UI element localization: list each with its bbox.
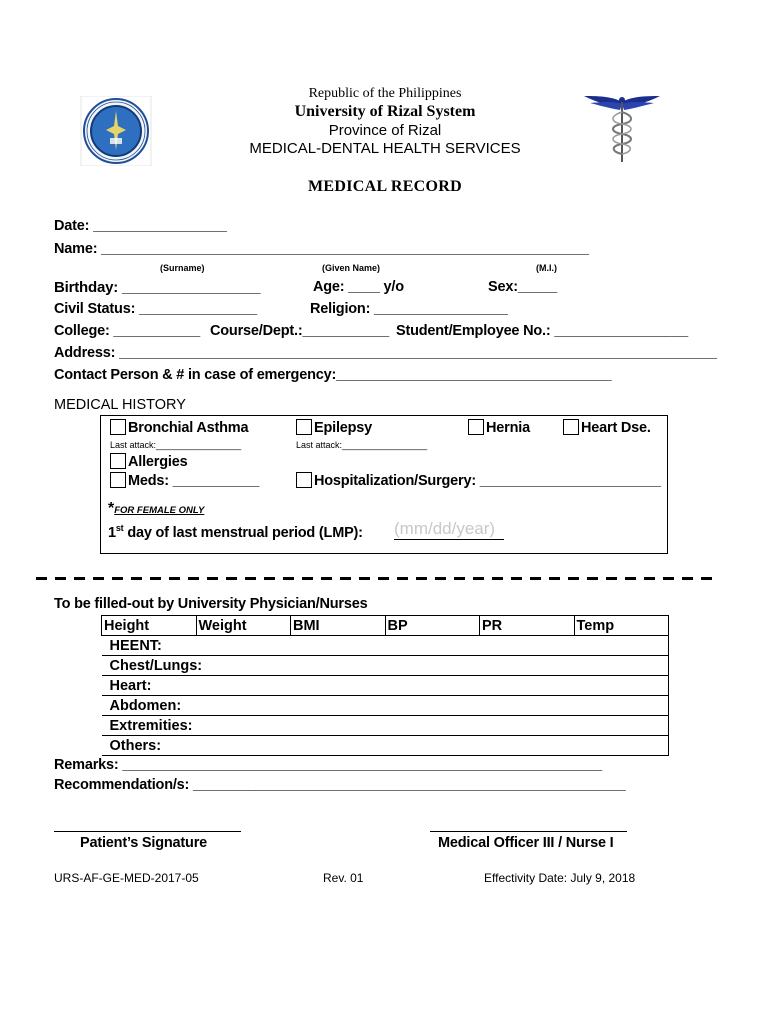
vitals-header-row xyxy=(102,616,669,636)
republic-line: Republic of the Philippines xyxy=(308,86,462,101)
given-name-caption: (Given Name) xyxy=(322,263,381,273)
others-row[interactable]: Others: xyxy=(102,736,669,756)
hernia-checkbox[interactable] xyxy=(468,419,484,435)
meds-option[interactable] xyxy=(110,472,259,489)
patient-signature-line[interactable] xyxy=(54,831,241,832)
vitals-weight-cell[interactable]: Weight xyxy=(196,616,291,636)
hospitalization-checkbox[interactable] xyxy=(296,472,312,488)
page-title: MEDICAL RECORD xyxy=(308,178,462,195)
chest-lungs-row[interactable]: Chest/Lungs: xyxy=(102,656,669,676)
exam-row xyxy=(102,656,669,676)
date-field[interactable]: Date: _________________ xyxy=(54,218,227,234)
hernia-label: Hernia xyxy=(486,420,530,436)
address-field[interactable]: Address: ____________________________________________________________________________ xyxy=(54,345,717,361)
female-only-asterisk: * xyxy=(108,500,115,517)
asthma-last-attack-field[interactable]: Last attack:_________________ xyxy=(110,440,242,450)
extremities-row[interactable]: Extremities: xyxy=(102,716,669,736)
revision: Rev. 01 xyxy=(323,871,364,885)
hospitalization-option[interactable] xyxy=(296,472,661,489)
lmp-text: day of last menstrual period (LMP): xyxy=(123,524,363,541)
college-field[interactable]: College: ___________ xyxy=(54,323,200,339)
surname-caption: (Surname) xyxy=(160,263,205,273)
form-code: URS-AF-GE-MED-2017-05 xyxy=(54,871,199,885)
sex-field[interactable]: Sex:_____ xyxy=(488,279,558,295)
lmp-date-field[interactable] xyxy=(394,519,504,540)
vitals-bmi-cell[interactable]: BMI xyxy=(291,616,386,636)
allergies-label: Allergies xyxy=(128,454,188,470)
exam-row xyxy=(102,676,669,696)
abdomen-row[interactable]: Abdomen: xyxy=(102,696,669,716)
allergies-option[interactable] xyxy=(110,453,187,470)
exam-intro: To be filled-out by University Physician/Nurses xyxy=(54,596,368,612)
heart-disease-option[interactable] xyxy=(563,419,651,436)
meds-label: Meds: ___________ xyxy=(128,473,260,489)
asthma-checkbox[interactable] xyxy=(110,419,126,435)
course-field[interactable]: Course/Dept.:___________ xyxy=(210,323,389,339)
female-only-label: FOR FEMALE ONLY xyxy=(114,505,205,516)
student-no-field[interactable]: Student/Employee No.: _________________ xyxy=(396,323,689,339)
lmp-sup: st xyxy=(115,523,124,533)
meds-checkbox[interactable] xyxy=(110,472,126,488)
allergies-checkbox[interactable] xyxy=(110,453,126,469)
exam-row xyxy=(102,736,669,756)
civil-status-field[interactable]: Civil Status: _______________ xyxy=(54,301,257,317)
epilepsy-last-attack-field[interactable]: Last attack:_________________ xyxy=(296,440,428,450)
exam-row xyxy=(102,636,669,656)
female-only-note xyxy=(108,500,204,518)
university-name: University of Rizal System xyxy=(294,103,476,120)
province-line: Province of Rizal xyxy=(328,122,442,139)
vitals-temp-cell[interactable]: Temp xyxy=(574,616,669,636)
asthma-option[interactable] xyxy=(110,419,248,436)
heent-row[interactable]: HEENT: xyxy=(102,636,669,656)
lmp-date-placeholder: (mm/dd/year) xyxy=(394,519,496,538)
heart-row[interactable]: Heart: xyxy=(102,676,669,696)
officer-signature-label: Medical Officer III / Nurse I xyxy=(438,835,614,851)
hernia-option[interactable] xyxy=(468,419,530,436)
vitals-bp-cell[interactable]: BP xyxy=(385,616,480,636)
lmp-label xyxy=(108,523,363,541)
services-line: MEDICAL-DENTAL HEALTH SERVICES xyxy=(249,140,521,157)
recommendation-field[interactable]: Recommendation/s: _______________________________________________________ xyxy=(54,777,626,793)
heart-disease-checkbox[interactable] xyxy=(563,419,579,435)
exam-row xyxy=(102,716,669,736)
religion-field[interactable]: Religion: _________________ xyxy=(310,301,508,317)
epilepsy-option[interactable] xyxy=(296,419,372,436)
age-field[interactable]: Age: ____ y/o xyxy=(313,279,404,295)
heart-disease-label: Heart Dse. xyxy=(581,420,651,436)
vitals-pr-cell[interactable]: PR xyxy=(480,616,575,636)
emergency-contact-field[interactable]: Contact Person & # in case of emergency:___________________________________ xyxy=(54,367,612,383)
mi-caption: (M.I.) xyxy=(536,263,557,273)
remarks-field[interactable]: Remarks: _____________________________________________________________ xyxy=(54,757,603,773)
hospitalization-label: Hospitalization/Surgery: _______________________ xyxy=(314,473,661,489)
patient-signature-label: Patient’s Signature xyxy=(80,835,207,851)
epilepsy-checkbox[interactable] xyxy=(296,419,312,435)
medical-history-heading: MEDICAL HISTORY xyxy=(54,397,186,413)
dashed-separator xyxy=(36,577,720,580)
birthday-field[interactable]: Birthday: _________________ xyxy=(54,279,261,296)
asthma-label: Bronchial Asthma xyxy=(128,420,249,436)
vitals-height-cell[interactable]: Height xyxy=(102,616,197,636)
lmp-prefix: 1 xyxy=(108,524,116,541)
exam-table xyxy=(101,615,669,756)
exam-row xyxy=(102,696,669,716)
epilepsy-label: Epilepsy xyxy=(314,420,373,436)
effectivity-date: Effectivity Date: July 9, 2018 xyxy=(484,871,636,885)
officer-signature-line[interactable] xyxy=(430,831,627,832)
name-field[interactable]: Name: ______________________________________________________________ xyxy=(54,241,589,257)
